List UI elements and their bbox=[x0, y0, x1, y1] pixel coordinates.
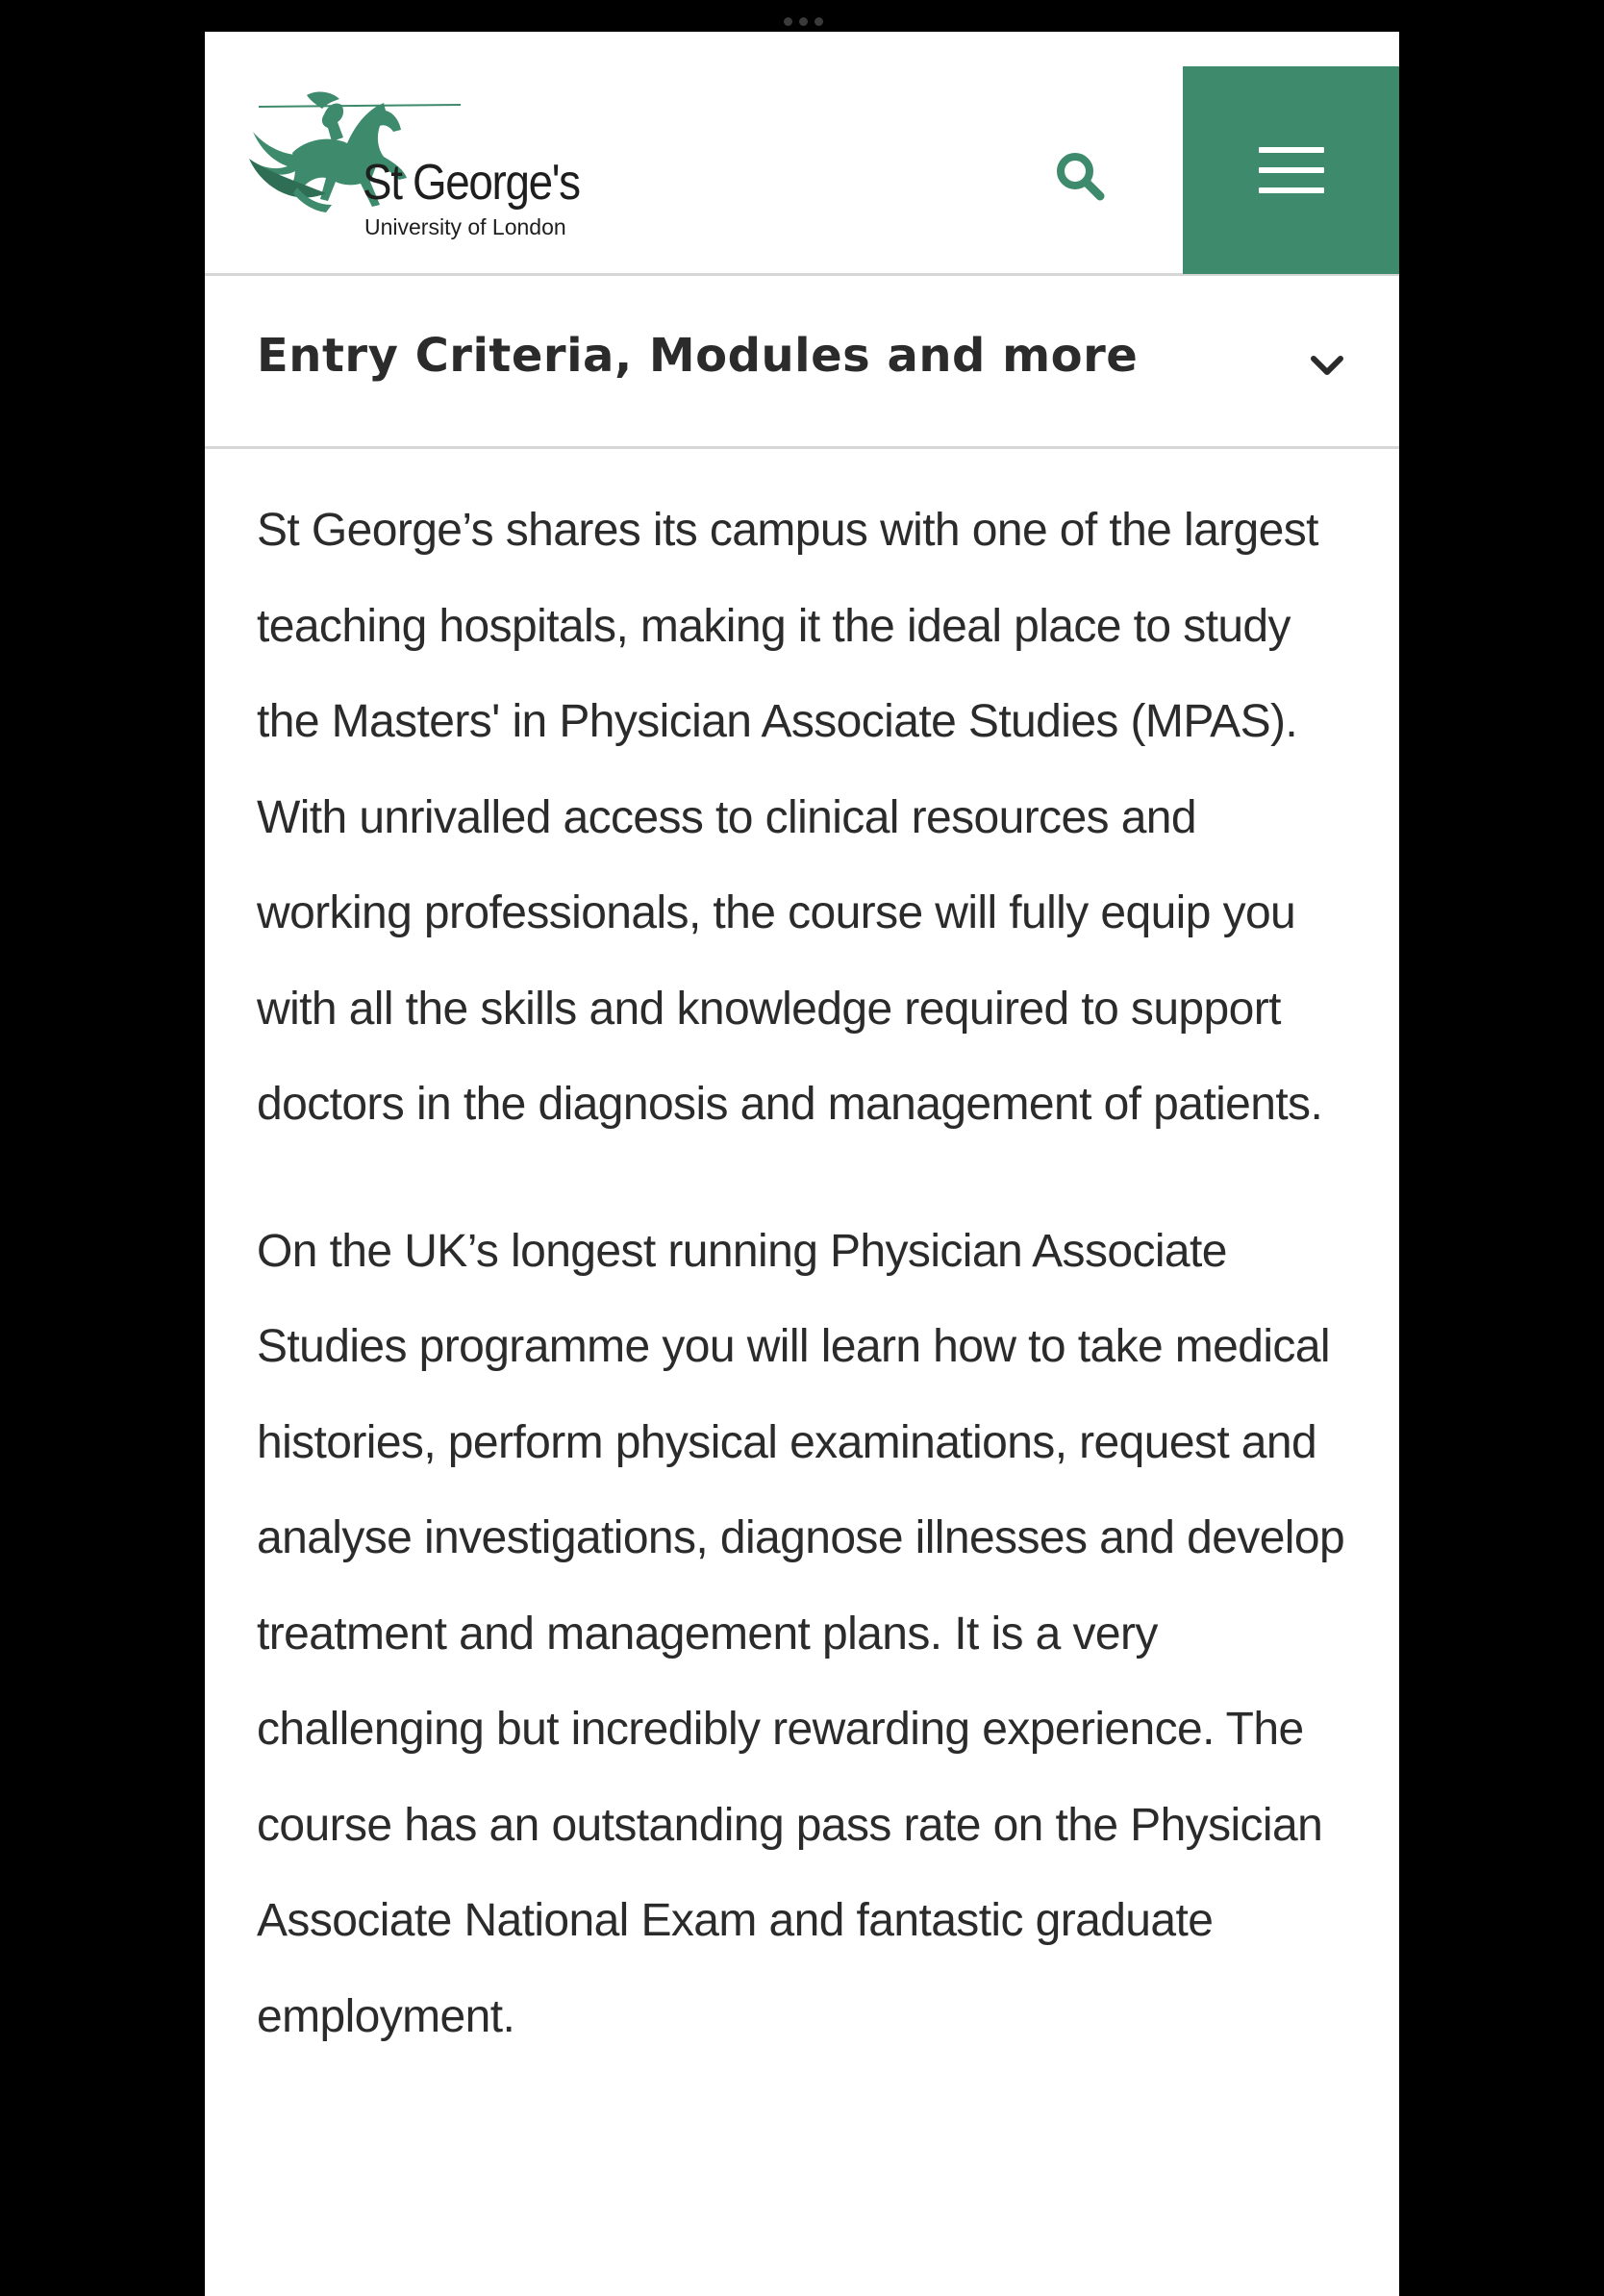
paragraph-programme: On the UK’s longest running Physician Associate Studies programme you will learn how to take medical histories, perform physical examinations, request and analyse investigations, diagnose illnesses and develop treatment and management plans. It is a very challenging but incredibly rewarding experience. The course has an outstanding pass rate on the Physician Associate National Exam and fantastic graduate employment. bbox=[257, 1225, 1345, 2042]
logo-name: St George's bbox=[363, 155, 580, 211]
university-logo[interactable] bbox=[239, 86, 643, 249]
search-button[interactable] bbox=[1041, 137, 1118, 214]
logo-subtitle: University of London bbox=[364, 214, 566, 239]
course-description bbox=[205, 449, 1399, 2064]
accordion-toggle-entry-criteria[interactable] bbox=[205, 276, 1399, 449]
window-drag-handle[interactable] bbox=[779, 17, 827, 29]
hamburger-menu-icon bbox=[1259, 147, 1324, 193]
menu-button[interactable] bbox=[1183, 66, 1399, 274]
drag-dot bbox=[815, 17, 823, 26]
drag-dot bbox=[799, 17, 808, 26]
search-icon bbox=[1053, 149, 1107, 203]
chevron-down-icon bbox=[1306, 345, 1348, 387]
site-header bbox=[205, 32, 1399, 276]
paragraph-campus: St George’s shares its campus with one of the largest teaching hospitals, making it the ideal place to study the Masters' in Physician Associate Studies (MPAS). With unrivalled access to clinical resources and working professionals, the course will fully equip you with all the skills and knowledge required to support doctors in the diagnosis and management of patients. bbox=[257, 505, 1323, 1130]
drag-dot bbox=[784, 17, 792, 26]
accordion-title: Entry Criteria, Modules and more bbox=[257, 329, 1139, 383]
web-page bbox=[205, 32, 1399, 2296]
